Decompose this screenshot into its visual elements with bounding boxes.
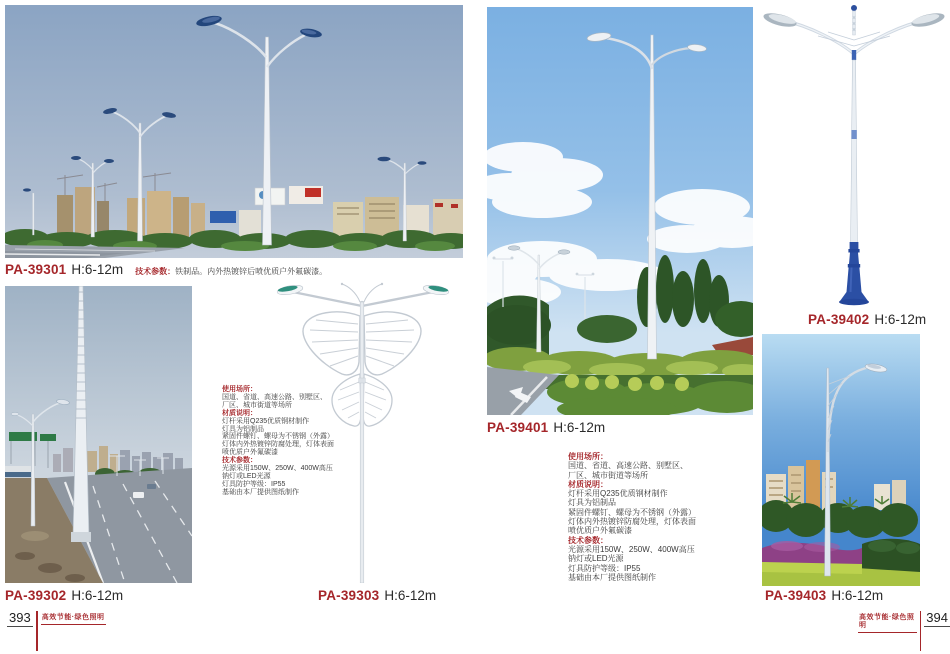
spec-line: 灯体内外热镀锌防腐处理，灯体表面 — [222, 441, 334, 449]
caption-pa-39401 — [487, 419, 605, 437]
caption-pa-39303 — [318, 587, 436, 605]
spec-line: 技术参数： — [568, 535, 608, 545]
product-code: PA-39303 — [318, 588, 380, 603]
spec-line: 喷优质户外氟碳漆 — [568, 526, 632, 536]
spec-line: 国道、省道、高速公路、别墅区、 — [568, 461, 688, 471]
spec-line: 使用场所： — [222, 386, 257, 393]
lamp-head-right — [910, 11, 946, 30]
spec-line: 材质说明： — [568, 479, 608, 489]
spec-line: 厂区、城市街道等场所 — [568, 470, 648, 480]
caption-pa-39301 — [5, 261, 327, 279]
spec-line: 钠灯或LED光源 — [222, 472, 271, 480]
spec-line: 紧固件螺钉、螺母为不锈钢（外露） — [568, 507, 696, 517]
spec-line: 灯杆采用Q235优质钢材制作 — [222, 417, 310, 425]
spec-line: 光源采用150W、250W、400W高压 — [222, 465, 333, 473]
spec-block-right — [568, 452, 728, 582]
product-code: PA-39403 — [765, 588, 827, 603]
spec-line: 灯具为铝制品 — [222, 425, 264, 433]
caption-pa-39402 — [808, 311, 926, 329]
note-label: 技术参数： — [135, 267, 176, 276]
page-number: 394 — [926, 610, 948, 625]
photo-pa-39401 — [487, 7, 753, 415]
footer-slogan: 高效节能·绿色照明 — [858, 614, 917, 633]
spec-line: 喷优质户外氟碳漆 — [222, 449, 278, 457]
spec-line: 使用场所： — [568, 452, 608, 461]
product-height: H:6-12m — [831, 588, 884, 603]
product-height: H:6-12m — [384, 588, 437, 603]
note-text: 铁制品。内外热镀锌后喷优质户外氟碳漆。 — [175, 267, 328, 276]
spec-line: 灯体内外热镀锌防腐处理，灯体表面 — [568, 517, 696, 527]
lamp-base — [839, 242, 869, 305]
spec-line: 技术参数： — [222, 457, 257, 465]
photo-pa-39302 — [5, 286, 192, 583]
footer-right — [858, 611, 950, 651]
spec-line: 钠灯或LED光源 — [568, 554, 624, 564]
photo-pa-39403 — [762, 334, 920, 586]
product-code: PA-39402 — [808, 312, 870, 327]
spec-line: 灯杆采用Q235优质钢材制作 — [568, 489, 668, 499]
product-code: PA-39302 — [5, 588, 67, 603]
footer-slogan: 高效节能·绿色照明 — [41, 614, 106, 625]
product-height: H:6-12m — [71, 588, 124, 603]
product-height: H:6-12m — [553, 420, 606, 435]
spec-line: 光源采用150W、250W、400W高压 — [568, 544, 695, 554]
spec-line: 基础由本厂提供图纸制作 — [568, 572, 656, 582]
footer-left — [7, 611, 106, 651]
spec-line: 紧固件螺钉、螺母为不锈钢（外露） — [222, 433, 334, 441]
product-code: PA-39401 — [487, 420, 549, 435]
spec-line: 基础由本厂提供图纸制作 — [222, 488, 299, 496]
footer-divider — [36, 611, 38, 651]
lamp-head-left — [762, 11, 798, 30]
caption-pa-39403 — [765, 587, 883, 605]
spec-line: 厂区、城市街道等场所 — [222, 401, 292, 409]
page-number: 393 — [9, 610, 31, 625]
spec-block-left — [222, 386, 382, 497]
spec-line: 国道、省道、高速公路、别墅区、 — [222, 393, 327, 401]
product-code: PA-39301 — [5, 262, 67, 277]
product-height: H:6-12m — [874, 312, 927, 327]
render-pa-39402-double-arm-lamp — [762, 2, 946, 308]
spec-line: 材质说明： — [222, 409, 257, 417]
spec-line: 灯具为铝制品 — [568, 498, 616, 508]
spec-line: 灯具防护等级：IP55 — [222, 480, 286, 488]
spec-line: 灯具防护等级：IP55 — [568, 563, 641, 573]
product-height: H:6-12m — [71, 262, 124, 277]
photo-pa-39301 — [5, 5, 463, 258]
footer-divider — [920, 611, 922, 651]
caption-pa-39302 — [5, 587, 123, 605]
